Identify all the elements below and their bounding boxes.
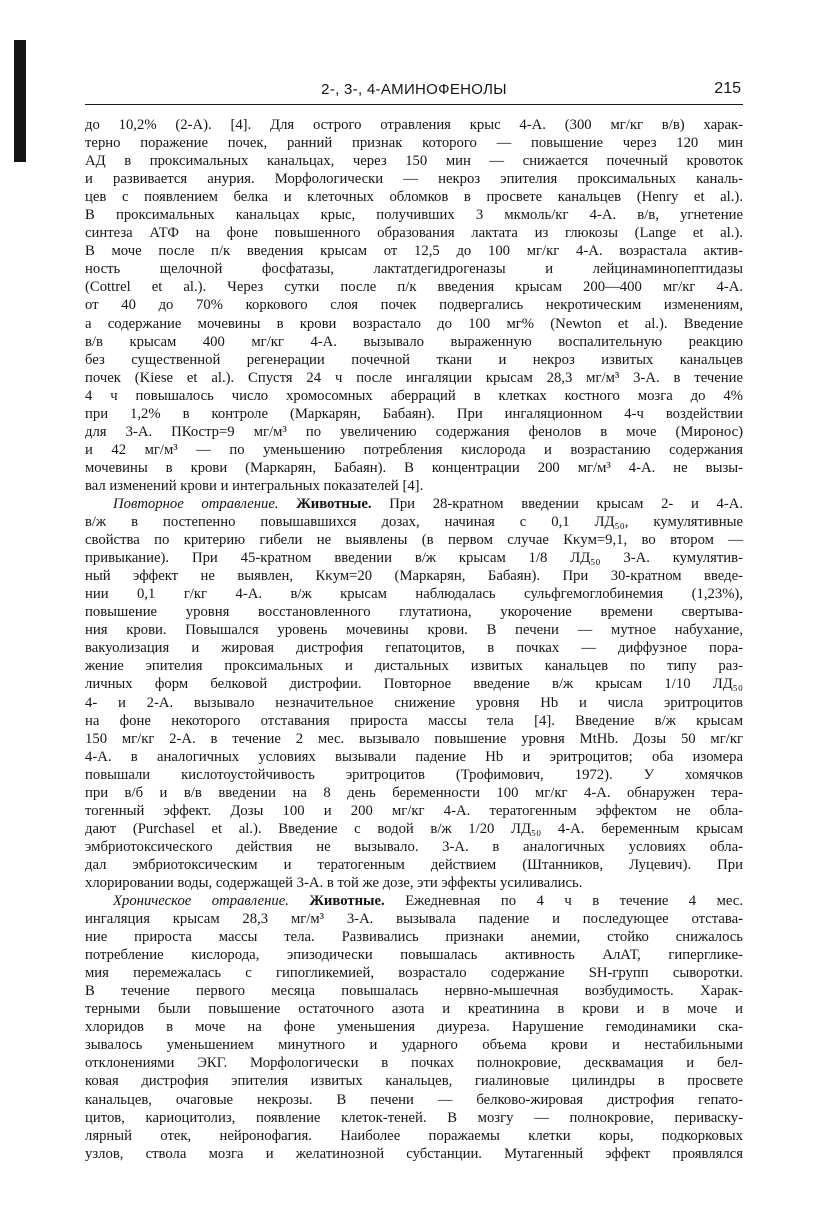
text-line: ковая дистрофия эпителия извитых канальцев, гиалиновые цилиндры в просвете (85, 1073, 743, 1090)
paragraph (85, 116, 743, 495)
text-line: вакуолизация и жировая дистрофия гепатоцитов, в почках — диффузное пора- (85, 640, 743, 657)
text-line: ингаляция крысам 28,3 мг/м³ 3-А. вызывала падение и последующее отстава- (85, 911, 743, 928)
text-line: жение эпителия проксимальных и дистальных извитых канальцев по типу раз- (85, 658, 743, 675)
text-line: терно поражение почек, ранний признак которого — повышение через 120 мин (85, 135, 743, 152)
paragraph-first-line (85, 892, 743, 910)
text-line: терными были повышение остаточного азота и креатинина в крови и в моче и (85, 1001, 743, 1018)
text-line: в/в крысам 400 мг/кг 4-А. вызывало выраженную воспалительную реакцию (85, 333, 743, 350)
running-title: 2-, 3-, 4-АМИНОФЕНОЛЫ (321, 81, 507, 98)
text-line: и развивается анурия. Морфологически — некроз эпителия проксимальных каналь- (85, 171, 743, 188)
text-line: повышение уровня восстановленного глутатиона, укорочение времени свертыва- (85, 604, 743, 621)
section-subject-bold: Животные. (296, 495, 372, 512)
text-line: В проксимальных канальцах крыс, получивших 3 мкмоль/кг 4-А. в/в, угнетение (85, 207, 743, 224)
text-line: В моче после п/к введения крысам от 12,5 до 100 мг/кг 4-А. возрастала актив- (85, 243, 743, 260)
text-line: дают (Purchasel et al.). Введение с водой в/ж 1/20 ЛД₅₀ 4-А. беременным крысам (85, 820, 743, 837)
text-line: 4-А. в аналогичных условиях вызывали падение Hb и эритроцитов; оба изомера (85, 748, 743, 765)
text-line: лярный отек, нейронофагия. Наиболее поражаемы клетки коры, подкорковых (85, 1127, 743, 1144)
running-header (85, 80, 743, 105)
text-line: без существенной регенерации почечной ткани и некроз извитых канальцев (85, 351, 743, 368)
text-line: потребление кислорода, эпизодически повышалась активность АлАТ, гипергликe- (85, 947, 743, 964)
text-line: ность щелочной фосфатазы, лактатдегидрогеназы и лейцинаминопептидазы (85, 261, 743, 278)
text-line: мия перемежалась с гипогликемией, возрастало содержание SH-групп сыворотки. (85, 965, 743, 982)
text-line: на фоне некоторого отставания прироста массы тела [4]. Введение в/ж крысам (85, 712, 743, 729)
text-line: В течение первого месяца повышалась нервно-мышечная возбудимость. Харак- (85, 983, 743, 1000)
text-line: 150 мг/кг 2-А. в течение 2 мес. вызывало повышение уровня MtHb. Дозы 50 мг/кг (85, 730, 743, 747)
text-line: нии 0,1 г/кг 4-А. в/ж крысам наблюдалась сульфгемоглобинемия (1,23%), (85, 586, 743, 603)
paragraph (85, 892, 743, 1163)
section-heading-italic: Повторное отравление. (113, 495, 279, 512)
text-line: при в/б и в/в введении на 8 день беременности 100 мг/кг 4-А. обнаружен тера- (85, 784, 743, 801)
paragraph (85, 495, 743, 892)
text-line: для 3-А. ПКостр=9 мг/м³ по увеличению содержания фенолов в моче (Миронос) (85, 423, 743, 440)
text-line: 4 ч повышалось число хромосомных аберраций в клетках костного мозга до 4% (85, 387, 743, 404)
text-line: при 1,2% в контроле (Маркарян, Бабаян). При ингаляционном 4-ч воздействии (85, 405, 743, 422)
text-line: зывалось уменьшением минутного и ударного объема крови и нестабильными (85, 1037, 743, 1054)
text-line-rest: Ежедневная по 4 ч в течение 4 мес. (405, 893, 744, 910)
text-line: (Cottrel et al.). Через сутки после п/к введения крысам 200—400 мг/кг 4-А. (85, 279, 743, 296)
section-subject-bold: Животные. (309, 893, 385, 910)
text-line: цитов, кариоцитолиз, появление клеток-теней. В мозгу — полнокровие, периваску- (85, 1109, 743, 1126)
section-heading-italic: Хроническое отравление. (113, 893, 289, 910)
text-line: эмбриотоксического действия не вызывало. 3-А. в аналогичных условиях обла- (85, 838, 743, 855)
text-line: повышали кислотоустойчивость эритроцитов (Трофимович, 1972). У хомячков (85, 766, 743, 783)
text-line: ния крови. Повышался уровень мочевины крови. В печени — мутное набухание, (85, 622, 743, 639)
text-line-rest: При 28-кратном введении крысам 2- и 4-А. (389, 495, 744, 512)
text-line: от 40 до 70% коркового слоя почек подвергались некротическим изменениям, (85, 297, 743, 314)
text-line: ние прироста массы тела. Развивались признаки анемии, стойко снижалось (85, 929, 743, 946)
text-line: цев с появлением белка и клеточных обломков в просвете канальцев (Henry et al.). (85, 189, 743, 206)
text-line: узлов, ствола мозга и желатинозной субстанции. Мутагенный эффект проявлялся (85, 1145, 743, 1162)
text-line: мочевины в крови (Маркарян, Бабаян). В концентрации 200 мг/м³ 4-А. не вызы- (85, 459, 743, 476)
text-line: привыкание). При 45-кратном введении в/ж крысам 1/8 ЛД₅₀ 3-А. кумулятив- (85, 550, 743, 567)
margin-black-bar (14, 40, 26, 162)
text-line: отклонениями ЭКГ. Морфологически в почках полнокровие, десквамация и бел- (85, 1055, 743, 1072)
body-text (85, 116, 743, 1163)
text-line: личных форм белковой дистрофии. Повторное введение в/ж крысам 1/10 ЛД₅₀ (85, 676, 743, 693)
text-line: почек (Kiese et al.). Спустя 24 ч после ингаляции крысам 28,3 мг/м³ 3-А. в течение (85, 369, 743, 386)
page-number: 215 (714, 80, 741, 97)
text-line: синтеза АТФ на фоне повышенного образования лактата из глюкозы (Lange et al.). (85, 225, 743, 242)
text-line: хлоридов в моче на фоне уменьшения диуреза. Нарушение гемодинамики ска- (85, 1019, 743, 1036)
paragraph-first-line (85, 495, 743, 513)
text-line: хлорировании воды, содержащей 3-А. в той же дозе, эти эффекты усиливались. (85, 874, 583, 891)
text-line: в/ж в постепенно повышавшихся дозах, начиная с 0,1 ЛД₅₀, кумулятивные (85, 514, 743, 531)
text-line: вал изменений крови и интегральных показателей [4]. (85, 477, 424, 494)
text-line: АД в проксимальных канальцах, через 150 мин — снижается почечный кровоток (85, 153, 743, 170)
text-line: ный эффект не выявлен, Кκум=20 (Маркарян, Бабаян). При 30-кратном введе- (85, 568, 743, 585)
text-line: 4- и 2-А. вызывало незначительное снижение уровня Hb и числа эритроцитов (85, 694, 743, 711)
text-line: дал эмбриотоксическим и тератогенным действием (Штанников, Луцевич). При (85, 856, 743, 873)
text-line: а содержание мочевины в крови возрастало до 100 мг% (Newton et al.). Введение (85, 315, 743, 332)
text-line: канальцев, очаговые некрозы. В печени — белково-жировая дистрофия гепато- (85, 1091, 743, 1108)
text-line: свойства по критерию гибели не выявлены (в первом случае Кκум=9,1, во втором — (85, 532, 743, 549)
text-line: и 42 мг/м³ — по уменьшению потребления кислорода и возрастанию содержания (85, 441, 743, 458)
text-line: тогенный эффект. Дозы 100 и 200 мг/кг 4-А. тератогенным эффектом не обла- (85, 802, 743, 819)
text-line: до 10,2% (2-А). [4]. Для острого отравления крыс 4-А. (300 мг/кг в/в) харак- (85, 117, 743, 133)
